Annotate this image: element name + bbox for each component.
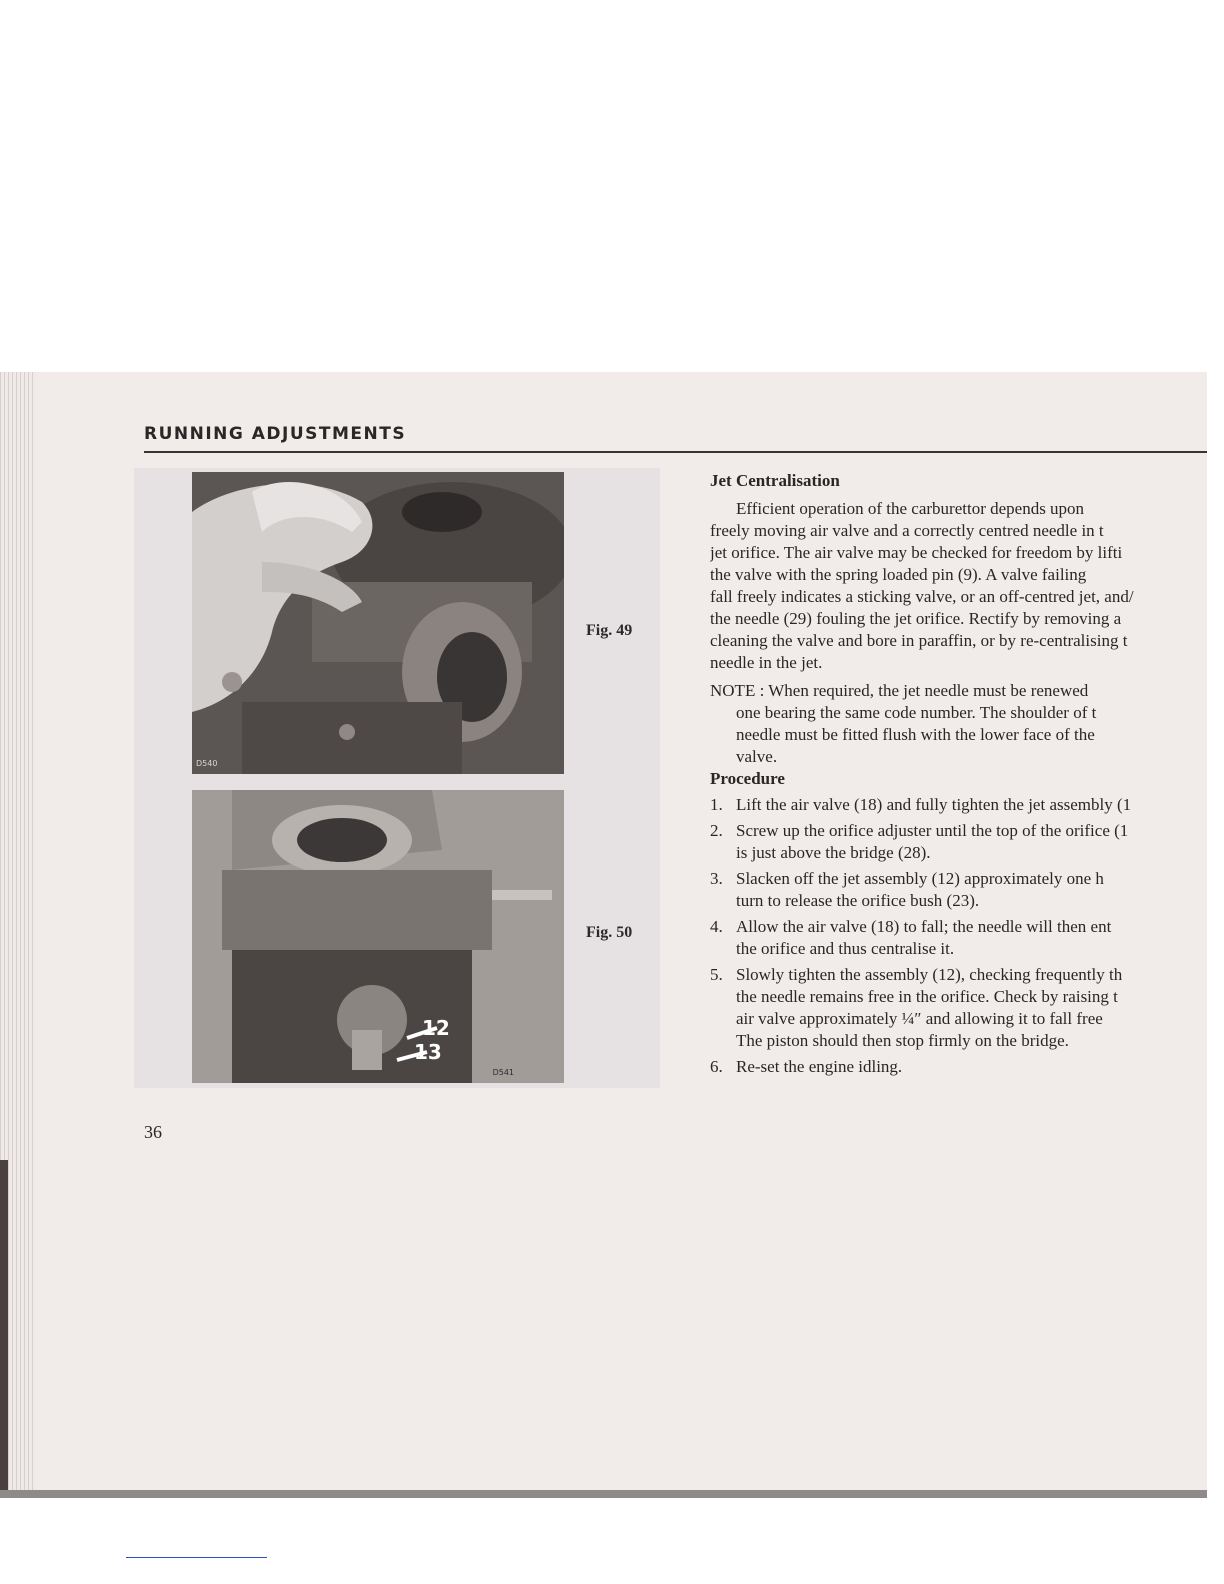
header-rule: [144, 451, 1207, 453]
intro-paragraph: [710, 498, 1207, 674]
fig-50-code: D541: [492, 1068, 514, 1077]
note-line: valve.: [736, 747, 778, 766]
procedure-step: [710, 916, 1207, 960]
step-line: is just above the bridge (28).: [736, 843, 931, 862]
step-number: 6.: [710, 1057, 723, 1076]
carburettor-top-photo: [192, 472, 564, 774]
intro-line: the valve with the spring loaded pin (9). A valve failing: [710, 565, 1087, 584]
intro-line: jet orifice. The air valve may be checked for freedom by lifti: [710, 543, 1123, 562]
step-line: the needle remains free in the orifice. Check by raising t: [736, 987, 1118, 1006]
step-line: the orifice and thus centralise it.: [736, 939, 955, 958]
intro-line: needle in the jet.: [710, 653, 823, 672]
step-number: 4.: [710, 917, 723, 936]
carburettor-bottom-photo: [192, 790, 564, 1083]
step-number: 1.: [710, 795, 723, 814]
book-spine-shadow: [0, 1160, 8, 1496]
note-line: one bearing the same code number. The shoulder of t: [736, 703, 1097, 722]
note-line: needle must be fitted flush with the lower face of the: [736, 725, 1095, 744]
page-header-title: RUNNING ADJUSTMENTS: [144, 424, 407, 444]
step-number: 5.: [710, 965, 723, 984]
fig-49-code: D540: [196, 759, 218, 768]
note-block: [710, 680, 1207, 768]
callout-12: 12: [422, 1016, 450, 1040]
step-line: Slowly tighten the assembly (12), checking frequently th: [736, 965, 1123, 984]
fig-50-label: Fig. 50: [586, 924, 633, 941]
procedure-step: [710, 964, 1207, 1052]
intro-line: fall freely indicates a sticking valve, or an off-centred jet, and/: [710, 587, 1134, 606]
step-line: Screw up the orifice adjuster until the top of the orifice (1: [736, 821, 1129, 840]
step-line: Allow the air valve (18) to fall; the needle will then ent: [736, 917, 1112, 936]
step-number: 3.: [710, 869, 723, 888]
step-number: 2.: [710, 821, 723, 840]
procedure-step: [710, 794, 1207, 816]
intro-line: the needle (29) fouling the jet orifice. Rectify by removing a: [710, 609, 1122, 628]
step-line: air valve approximately ¼″ and allowing it to fall free: [736, 1009, 1103, 1028]
procedure-heading: Procedure: [710, 769, 785, 788]
procedure-step: [710, 820, 1207, 864]
procedure-step: [710, 868, 1207, 912]
intro-line: Efficient operation of the carburettor depends upon: [736, 499, 1085, 518]
note-line: NOTE : When required, the jet needle must be renewed: [710, 681, 1089, 700]
step-line: turn to release the orifice bush (23).: [736, 891, 980, 910]
callout-13: 13: [414, 1040, 442, 1064]
procedure-step: [710, 1056, 1207, 1078]
text-column: [710, 470, 1207, 1082]
intro-line: cleaning the valve and bore in paraffin, or by re-centralising t: [710, 631, 1128, 650]
page-number: 36: [144, 1122, 162, 1142]
step-line: Re-set the engine idling.: [736, 1057, 903, 1076]
step-line: Slacken off the jet assembly (12) approximately one h: [736, 869, 1104, 888]
link-underline[interactable]: [126, 1557, 267, 1558]
fig-49-label: Fig. 49: [586, 622, 633, 639]
section-heading: Jet Centralisation: [710, 471, 840, 490]
scan-bottom-edge: [0, 1490, 1207, 1498]
step-line: The piston should then stop firmly on the bridge.: [736, 1031, 1069, 1050]
step-line: Lift the air valve (18) and fully tighten the jet assembly (1: [736, 795, 1132, 814]
procedure-list: [710, 794, 1207, 1078]
fig-50-photo: [192, 790, 564, 1083]
intro-line: freely moving air valve and a correctly centred needle in t: [710, 521, 1104, 540]
fig-49-photo: [192, 472, 564, 774]
